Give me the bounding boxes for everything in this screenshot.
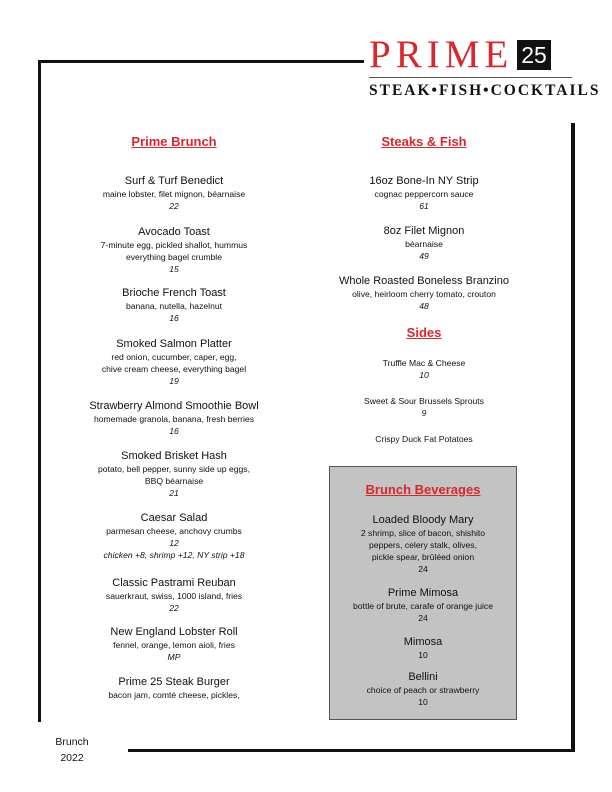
beverage-item: [330, 635, 516, 661]
item-name: Truffle Mac & Cheese: [382, 358, 466, 368]
item-name: Strawberry Almond Smoothie Bowl: [89, 400, 259, 412]
item-desc: béarnaise: [405, 239, 443, 249]
menu-item: [45, 337, 303, 387]
item-desc: 2 shrimp, slice of bacon, shishito: [360, 528, 486, 538]
frame-right-rule: [571, 123, 575, 751]
item-desc: peppers, celery stalk, olives,: [369, 540, 477, 550]
prime-brunch-column: [45, 134, 303, 701]
item-name: Caesar Salad: [140, 512, 208, 524]
menu-item: [326, 357, 522, 381]
menu-item: [45, 286, 303, 324]
footer-line-1: Brunch: [55, 736, 89, 748]
frame-top-rule: [38, 60, 364, 63]
item-name: Sweet & Sour Brussels Sprouts: [364, 396, 484, 406]
item-price: 49: [419, 251, 429, 261]
item-desc: banana, nutella, hazelnut: [125, 301, 223, 311]
item-name: Avocado Toast: [138, 226, 210, 238]
item-price: 16: [169, 426, 179, 436]
item-desc: parmesan cheese, anchovy crumbs: [106, 526, 242, 536]
item-desc: maine lobster, filet mignon, béarnaise: [102, 189, 246, 199]
item-desc: BBQ béarnaise: [144, 476, 204, 486]
brunch-beverages-box: [329, 466, 517, 720]
item-name: Whole Roasted Boneless Branzino: [339, 275, 509, 287]
item-name: Brioche French Toast: [122, 287, 226, 299]
item-price: 21: [169, 488, 179, 498]
section-title-sides: Sides: [406, 325, 442, 340]
item-name: Crispy Duck Fat Potatoes: [375, 434, 473, 444]
item-name: Mimosa: [403, 636, 443, 648]
item-desc: red onion, cucumber, caper, egg,: [111, 352, 237, 362]
item-price: 9: [421, 408, 427, 418]
menu-item: [326, 433, 522, 445]
steaks-sides-column: [326, 134, 522, 445]
item-price: 15: [169, 264, 179, 274]
item-price: 24: [418, 564, 428, 574]
brand-tagline: STEAK•FISH•COCKTAILS: [369, 82, 601, 99]
item-price: 61: [419, 201, 429, 211]
beverage-item: [330, 670, 516, 708]
menu-item: [45, 225, 303, 275]
menu-item: [45, 625, 303, 663]
item-price: 19: [169, 376, 179, 386]
item-desc: chive cream cheese, everything bagel: [101, 364, 247, 374]
brand-number: 25: [517, 40, 551, 70]
item-name: 8oz Filet Mignon: [383, 225, 465, 237]
item-desc: olive, heirloom cherry tomato, crouton: [352, 289, 496, 299]
item-price: 10: [418, 650, 428, 660]
beverage-item: [330, 586, 516, 624]
item-price: 22: [169, 201, 179, 211]
item-name: Prime Mimosa: [387, 587, 459, 599]
item-desc: fennel, orange, lemon aioli, fries: [113, 640, 235, 650]
menu-edition-label: [50, 734, 94, 766]
brand-name: PRIME: [369, 33, 514, 76]
item-desc: bottle of brute, carafe of orange juice: [353, 601, 493, 611]
item-name: Loaded Bloody Mary: [372, 514, 474, 526]
item-price: MP: [167, 652, 181, 662]
item-price: 16: [169, 313, 179, 323]
footer-line-2: 2022: [60, 752, 84, 764]
item-price: 24: [418, 613, 428, 623]
item-name: Bellini: [408, 671, 438, 683]
menu-item: [45, 174, 303, 212]
section-title-brunch-beverages: Brunch Beverages: [365, 482, 481, 497]
item-desc: potato, bell pepper, sunny side up eggs,: [98, 464, 250, 474]
beverage-item: [330, 513, 516, 575]
item-name: Surf & Turf Benedict: [124, 175, 224, 187]
item-price: 10: [419, 370, 429, 380]
menu-item: [326, 395, 522, 419]
item-desc: everything bagel crumble: [125, 252, 223, 262]
menu-item: [45, 511, 303, 561]
frame-bottom-rule: [128, 749, 575, 752]
menu-item: [45, 449, 303, 499]
menu-item: [326, 224, 522, 262]
brand-divider: [369, 77, 572, 78]
menu-item: [45, 399, 303, 437]
item-name: Classic Pastrami Reuban: [112, 577, 236, 589]
item-desc: pickle spear, brûléed onion: [371, 552, 475, 562]
brand-logo: [369, 33, 601, 100]
section-title-prime-brunch: Prime Brunch: [131, 134, 217, 149]
item-desc: bacon jam, comté cheese, pickles,: [108, 690, 240, 700]
item-desc: 7-minute egg, pickled shallot, hummus: [100, 240, 248, 250]
item-name: Prime 25 Steak Burger: [118, 676, 230, 688]
item-name: New England Lobster Roll: [110, 626, 238, 638]
menu-item: [326, 274, 522, 312]
item-name: 16oz Bone-In NY Strip: [369, 175, 479, 187]
section-title-steaks-fish: Steaks & Fish: [381, 134, 467, 149]
item-price: 22: [169, 603, 179, 613]
item-add-ons: chicken +8, shrimp +12, NY strip +18: [103, 550, 245, 560]
item-price: 48: [419, 301, 429, 311]
menu-item: [326, 174, 522, 212]
menu-item: [45, 576, 303, 614]
menu-item: [45, 675, 303, 701]
item-desc: homemade granola, banana, fresh berries: [93, 414, 255, 424]
frame-left-rule: [38, 60, 41, 722]
item-price: 10: [418, 697, 428, 707]
item-name: Smoked Salmon Platter: [116, 338, 232, 350]
item-desc: choice of peach or strawberry: [366, 685, 480, 695]
item-desc: cognac peppercorn sauce: [374, 189, 474, 199]
item-name: Smoked Brisket Hash: [121, 450, 227, 462]
item-price: 12: [169, 538, 179, 548]
item-desc: sauerkraut, swiss, 1000 island, fries: [105, 591, 243, 601]
